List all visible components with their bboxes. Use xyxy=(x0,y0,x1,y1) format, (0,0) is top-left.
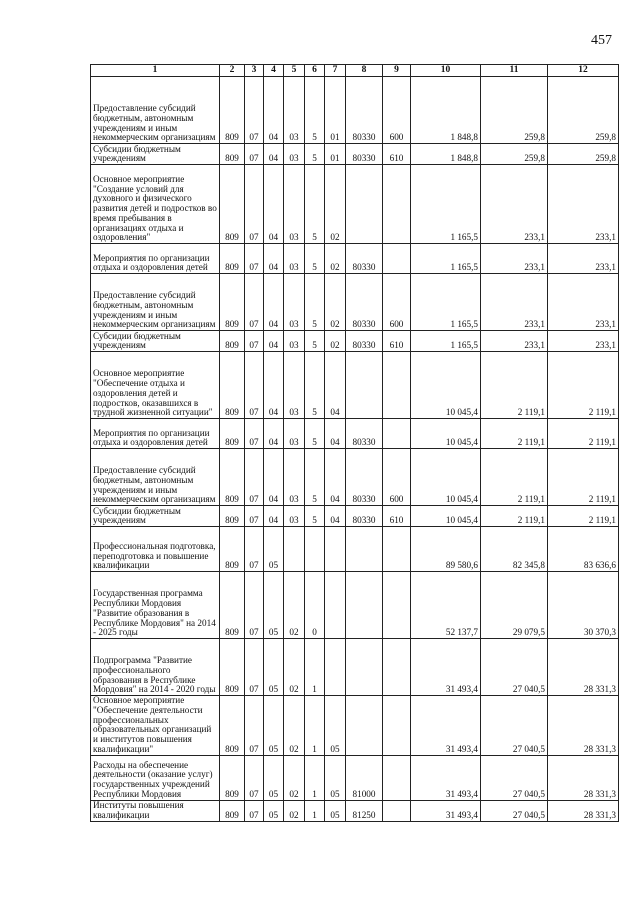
grbs-code: 809 xyxy=(220,331,245,352)
event-code: 05 xyxy=(325,696,346,756)
event-code: 01 xyxy=(325,77,346,144)
expense-type-code xyxy=(383,527,411,572)
subsection-code: 04 xyxy=(264,274,284,331)
program-code: 03 xyxy=(284,244,305,274)
program-code: 03 xyxy=(284,331,305,352)
amount-col-12: 2 119,1 xyxy=(548,419,619,449)
amount-col-11: 233,1 xyxy=(481,331,548,352)
grbs-code: 809 xyxy=(220,274,245,331)
subprogram-code: 5 xyxy=(305,274,325,331)
expense-type-code xyxy=(383,572,411,639)
section-code: 07 xyxy=(245,696,264,756)
table-row xyxy=(91,419,619,449)
row-name: Предоставление субсидий бюджетным, автономным учреждениям и иным некоммерческим организациям xyxy=(91,274,220,331)
grbs-code: 809 xyxy=(220,696,245,756)
grbs-code: 809 xyxy=(220,449,245,506)
section-code: 07 xyxy=(245,572,264,639)
expense-type-code xyxy=(383,419,411,449)
event-code: 01 xyxy=(325,144,346,165)
row-name: Основное мероприятие "Обеспечение деятельности профессиональных образовательных организаций и институтов повышения квалификации" xyxy=(91,696,220,756)
subsection-code: 04 xyxy=(264,244,284,274)
direction-code: 80330 xyxy=(346,449,383,506)
grbs-code: 809 xyxy=(220,144,245,165)
table-row xyxy=(91,572,619,639)
amount-col-11: 233,1 xyxy=(481,244,548,274)
event-code: 02 xyxy=(325,274,346,331)
subprogram-code: 5 xyxy=(305,419,325,449)
subprogram-code: 5 xyxy=(305,165,325,244)
table-row xyxy=(91,639,619,696)
program-code: 02 xyxy=(284,639,305,696)
row-name: Основное мероприятие "Создание условий для духовного и физического развития детей и подростков во время пребывания в организациях отдыха и оздоровления" xyxy=(91,165,220,244)
event-code xyxy=(325,572,346,639)
expense-type-code xyxy=(383,696,411,756)
table-row xyxy=(91,274,619,331)
col-header: 9 xyxy=(383,65,411,77)
event-code: 02 xyxy=(325,331,346,352)
table-row xyxy=(91,449,619,506)
grbs-code: 809 xyxy=(220,755,245,800)
program-code xyxy=(284,527,305,572)
expense-type-code: 610 xyxy=(383,506,411,527)
subsection-code: 05 xyxy=(264,800,284,821)
row-name: Субсидии бюджетным учреждениям xyxy=(91,331,220,352)
program-code: 03 xyxy=(284,144,305,165)
row-name: Институты повышения квалификации xyxy=(91,800,220,821)
amount-col-10: 10 045,4 xyxy=(411,352,481,419)
table-row xyxy=(91,165,619,244)
subsection-code: 04 xyxy=(264,506,284,527)
section-code: 07 xyxy=(245,77,264,144)
section-code: 07 xyxy=(245,800,264,821)
expense-type-code: 610 xyxy=(383,331,411,352)
row-name: Государственная программа Республики Мордовия "Развитие образования в Республике Мордовия" на 2014 - 2025 годы xyxy=(91,572,220,639)
subprogram-code: 5 xyxy=(305,352,325,419)
subsection-code: 04 xyxy=(264,77,284,144)
amount-col-12: 259,8 xyxy=(548,77,619,144)
subsection-code: 05 xyxy=(264,527,284,572)
table-row xyxy=(91,506,619,527)
subsection-code: 04 xyxy=(264,352,284,419)
section-code: 07 xyxy=(245,419,264,449)
col-header: 4 xyxy=(264,65,284,77)
amount-col-11: 29 079,5 xyxy=(481,572,548,639)
col-header: 1 xyxy=(91,65,220,77)
amount-col-10: 31 493,4 xyxy=(411,800,481,821)
program-code: 02 xyxy=(284,755,305,800)
section-code: 07 xyxy=(245,244,264,274)
amount-col-12: 28 331,3 xyxy=(548,639,619,696)
subprogram-code: 1 xyxy=(305,639,325,696)
program-code: 02 xyxy=(284,696,305,756)
amount-col-10: 10 045,4 xyxy=(411,419,481,449)
row-name: Предоставление субсидий бюджетным, автономным учреждениям и иным некоммерческим организациям xyxy=(91,77,220,144)
subsection-code: 05 xyxy=(264,572,284,639)
subsection-code: 05 xyxy=(264,755,284,800)
section-code: 07 xyxy=(245,274,264,331)
program-code: 03 xyxy=(284,449,305,506)
header-row xyxy=(91,65,619,77)
program-code: 03 xyxy=(284,506,305,527)
section-code: 07 xyxy=(245,144,264,165)
grbs-code: 809 xyxy=(220,800,245,821)
direction-code xyxy=(346,572,383,639)
grbs-code: 809 xyxy=(220,572,245,639)
table-row xyxy=(91,800,619,821)
direction-code xyxy=(346,165,383,244)
direction-code: 80330 xyxy=(346,244,383,274)
section-code: 07 xyxy=(245,165,264,244)
row-name: Расходы на обеспечение деятельности (оказание услуг) государственных учреждений Республики Мордовия xyxy=(91,755,220,800)
event-code: 02 xyxy=(325,165,346,244)
table-row xyxy=(91,244,619,274)
direction-code: 80330 xyxy=(346,419,383,449)
subprogram-code: 5 xyxy=(305,244,325,274)
subprogram-code: 5 xyxy=(305,144,325,165)
row-name: Профессиональная подготовка, переподготовка и повышение квалификации xyxy=(91,527,220,572)
subprogram-code: 1 xyxy=(305,800,325,821)
col-header: 7 xyxy=(325,65,346,77)
grbs-code: 809 xyxy=(220,506,245,527)
event-code xyxy=(325,527,346,572)
amount-col-11: 82 345,8 xyxy=(481,527,548,572)
subprogram-code: 5 xyxy=(305,449,325,506)
section-code: 07 xyxy=(245,506,264,527)
section-code: 07 xyxy=(245,527,264,572)
expense-type-code xyxy=(383,244,411,274)
subsection-code: 05 xyxy=(264,639,284,696)
table-row xyxy=(91,755,619,800)
expense-type-code xyxy=(383,755,411,800)
amount-col-10: 31 493,4 xyxy=(411,696,481,756)
amount-col-10: 31 493,4 xyxy=(411,755,481,800)
program-code: 03 xyxy=(284,77,305,144)
section-code: 07 xyxy=(245,639,264,696)
direction-code xyxy=(346,527,383,572)
event-code: 05 xyxy=(325,755,346,800)
expense-type-code: 600 xyxy=(383,77,411,144)
subprogram-code: 5 xyxy=(305,506,325,527)
direction-code xyxy=(346,352,383,419)
program-code: 03 xyxy=(284,352,305,419)
grbs-code: 809 xyxy=(220,639,245,696)
table-row xyxy=(91,331,619,352)
amount-col-12: 233,1 xyxy=(548,331,619,352)
direction-code: 81250 xyxy=(346,800,383,821)
event-code: 04 xyxy=(325,449,346,506)
program-code: 03 xyxy=(284,419,305,449)
amount-col-10: 89 580,6 xyxy=(411,527,481,572)
expense-type-code xyxy=(383,352,411,419)
row-name: Субсидии бюджетным учреждениям xyxy=(91,506,220,527)
direction-code: 80330 xyxy=(346,506,383,527)
amount-col-10: 1 165,5 xyxy=(411,274,481,331)
subsection-code: 05 xyxy=(264,696,284,756)
direction-code: 80330 xyxy=(346,77,383,144)
amount-col-12: 2 119,1 xyxy=(548,352,619,419)
program-code: 03 xyxy=(284,274,305,331)
amount-col-12: 259,8 xyxy=(548,144,619,165)
amount-col-12: 233,1 xyxy=(548,165,619,244)
program-code: 02 xyxy=(284,800,305,821)
amount-col-12: 233,1 xyxy=(548,244,619,274)
amount-col-12: 233,1 xyxy=(548,274,619,331)
subsection-code: 04 xyxy=(264,165,284,244)
col-header: 5 xyxy=(284,65,305,77)
expense-type-code: 600 xyxy=(383,449,411,506)
subprogram-code: 5 xyxy=(305,331,325,352)
col-header: 10 xyxy=(411,65,481,77)
budget-table xyxy=(90,64,619,822)
direction-code: 80330 xyxy=(346,144,383,165)
amount-col-10: 1 165,5 xyxy=(411,244,481,274)
amount-col-11: 233,1 xyxy=(481,165,548,244)
direction-code: 80330 xyxy=(346,274,383,331)
amount-col-11: 259,8 xyxy=(481,144,548,165)
subsection-code: 04 xyxy=(264,419,284,449)
event-code: 02 xyxy=(325,244,346,274)
row-name: Основное мероприятие "Обеспечение отдыха и оздоровления детей и подростков, оказавшихся в трудной жизненной ситуации" xyxy=(91,352,220,419)
amount-col-10: 1 848,8 xyxy=(411,77,481,144)
col-header: 2 xyxy=(220,65,245,77)
amount-col-11: 27 040,5 xyxy=(481,639,548,696)
page-number: 457 xyxy=(591,33,612,48)
row-name: Мероприятия по организации отдыха и оздоровления детей xyxy=(91,244,220,274)
amount-col-12: 2 119,1 xyxy=(548,449,619,506)
row-name: Субсидии бюджетным учреждениям xyxy=(91,144,220,165)
table-row xyxy=(91,77,619,144)
amount-col-10: 1 165,5 xyxy=(411,165,481,244)
row-name: Подпрограмма "Развитие профессионального образования в Республике Мордовия" на 2014 - 2020 годы xyxy=(91,639,220,696)
amount-col-11: 2 119,1 xyxy=(481,419,548,449)
amount-col-12: 30 370,3 xyxy=(548,572,619,639)
subsection-code: 04 xyxy=(264,331,284,352)
expense-type-code: 610 xyxy=(383,144,411,165)
amount-col-12: 28 331,3 xyxy=(548,755,619,800)
row-name: Предоставление субсидий бюджетным, автономным учреждениям и иным некоммерческим организациям xyxy=(91,449,220,506)
event-code xyxy=(325,639,346,696)
amount-col-10: 10 045,4 xyxy=(411,506,481,527)
table-row xyxy=(91,352,619,419)
expense-type-code: 600 xyxy=(383,274,411,331)
amount-col-10: 52 137,7 xyxy=(411,572,481,639)
table-body xyxy=(91,77,619,822)
amount-col-12: 2 119,1 xyxy=(548,506,619,527)
expense-type-code xyxy=(383,165,411,244)
grbs-code: 809 xyxy=(220,165,245,244)
section-code: 07 xyxy=(245,352,264,419)
direction-code xyxy=(346,639,383,696)
col-header: 11 xyxy=(481,65,548,77)
amount-col-11: 27 040,5 xyxy=(481,800,548,821)
event-code: 04 xyxy=(325,506,346,527)
event-code: 04 xyxy=(325,419,346,449)
amount-col-11: 2 119,1 xyxy=(481,449,548,506)
subprogram-code: 1 xyxy=(305,696,325,756)
program-code: 03 xyxy=(284,165,305,244)
table-row xyxy=(91,696,619,756)
amount-col-11: 259,8 xyxy=(481,77,548,144)
subprogram-code xyxy=(305,527,325,572)
subprogram-code: 1 xyxy=(305,755,325,800)
grbs-code: 809 xyxy=(220,419,245,449)
direction-code: 81000 xyxy=(346,755,383,800)
grbs-code: 809 xyxy=(220,77,245,144)
section-code: 07 xyxy=(245,331,264,352)
grbs-code: 809 xyxy=(220,527,245,572)
col-header: 12 xyxy=(548,65,619,77)
amount-col-10: 10 045,4 xyxy=(411,449,481,506)
event-code: 04 xyxy=(325,352,346,419)
table-row xyxy=(91,144,619,165)
section-code: 07 xyxy=(245,449,264,506)
direction-code: 80330 xyxy=(346,331,383,352)
subsection-code: 04 xyxy=(264,449,284,506)
subprogram-code: 0 xyxy=(305,572,325,639)
event-code: 05 xyxy=(325,800,346,821)
amount-col-11: 27 040,5 xyxy=(481,755,548,800)
grbs-code: 809 xyxy=(220,352,245,419)
grbs-code: 809 xyxy=(220,244,245,274)
amount-col-10: 31 493,4 xyxy=(411,639,481,696)
row-name: Мероприятия по организации отдыха и оздоровления детей xyxy=(91,419,220,449)
amount-col-10: 1 165,5 xyxy=(411,331,481,352)
section-code: 07 xyxy=(245,755,264,800)
subsection-code: 04 xyxy=(264,144,284,165)
expense-type-code xyxy=(383,800,411,821)
amount-col-12: 83 636,6 xyxy=(548,527,619,572)
amount-col-11: 2 119,1 xyxy=(481,352,548,419)
direction-code xyxy=(346,696,383,756)
amount-col-11: 27 040,5 xyxy=(481,696,548,756)
col-header: 8 xyxy=(346,65,383,77)
table-row xyxy=(91,527,619,572)
col-header: 3 xyxy=(245,65,264,77)
amount-col-12: 28 331,3 xyxy=(548,696,619,756)
amount-col-10: 1 848,8 xyxy=(411,144,481,165)
amount-col-11: 2 119,1 xyxy=(481,506,548,527)
program-code: 02 xyxy=(284,572,305,639)
amount-col-12: 28 331,3 xyxy=(548,800,619,821)
subprogram-code: 5 xyxy=(305,77,325,144)
expense-type-code xyxy=(383,639,411,696)
amount-col-11: 233,1 xyxy=(481,274,548,331)
col-header: 6 xyxy=(305,65,325,77)
